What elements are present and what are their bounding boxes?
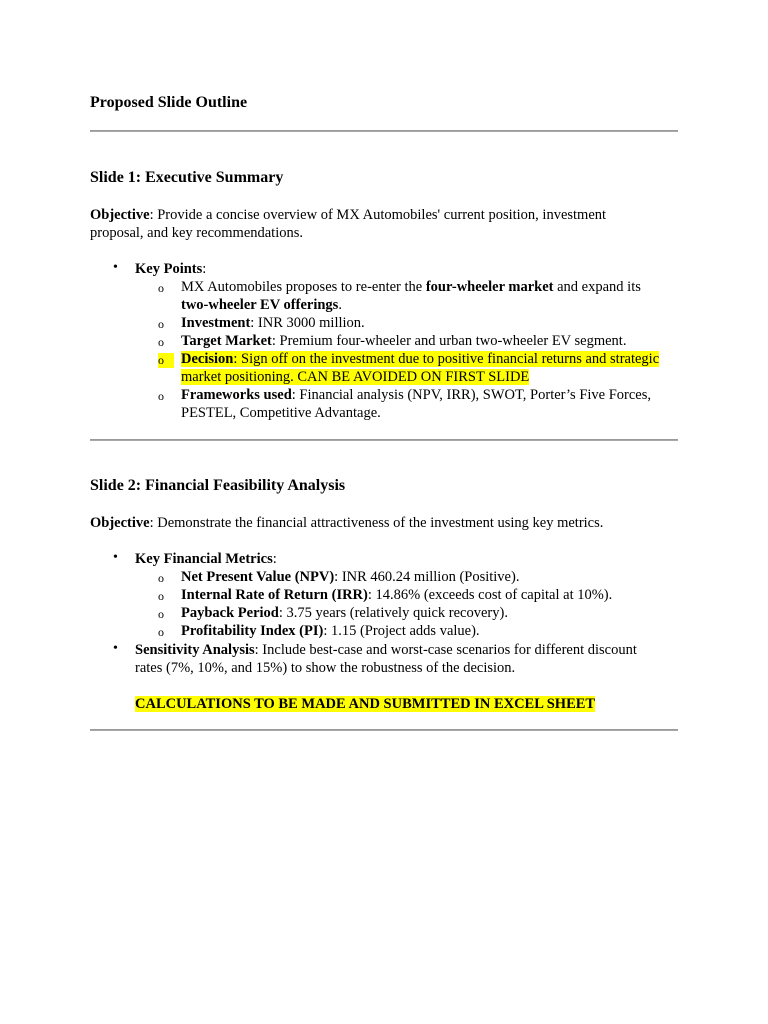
- slide2-heading: Slide 2: Financial Feasibility Analysis: [90, 477, 346, 494]
- sensitivity-item-cont: rates (7%, 10%, and 15%) to show the robustness of the decision.: [135, 660, 516, 676]
- item2-label: Investment: [181, 315, 251, 331]
- keypoint-item-1: [181, 278, 641, 296]
- keypoints-label: Key Points: [135, 261, 203, 277]
- metric-item-npv: [181, 568, 519, 586]
- item1-text-e: .: [338, 297, 342, 313]
- metrics-label: Key Financial Metrics: [135, 551, 273, 567]
- bullet-glyph: •: [113, 260, 118, 275]
- metrics-colon: :: [272, 551, 277, 567]
- pi-text: : 1.15 (Project adds value).: [323, 623, 480, 639]
- divider: [90, 729, 678, 731]
- excel-callout: [135, 695, 595, 713]
- item1-bold-b: four-wheeler market: [425, 279, 554, 295]
- objective-text: : Demonstrate the financial attractiveness of the investment using key metrics.: [149, 515, 604, 531]
- irr-text: : 14.86% (exceeds cost of capital at 10%).: [367, 587, 613, 603]
- sub-bullet-glyph: o: [158, 281, 164, 295]
- sub-bullet-glyph: o: [158, 607, 164, 621]
- objective-text: : Provide a concise overview of MX Automobiles' current position, investment: [149, 207, 607, 223]
- payback-label: Payback Period: [181, 605, 279, 621]
- sub-bullet-glyph: o: [158, 353, 174, 368]
- sensitivity-label: Sensitivity Analysis: [135, 642, 255, 658]
- keypoint-item-5-cont: PESTEL, Competitive Advantage.: [181, 405, 381, 421]
- item4-text: : Sign off on the investment due to positive financial returns and strategic: [233, 351, 660, 367]
- npv-label: Net Present Value (NPV): [181, 569, 335, 585]
- sensitivity-text: : Include best-case and worst-case scenarios for different discount: [254, 642, 637, 658]
- objective-label: Objective: [90, 207, 150, 223]
- sub-bullet-glyph: o: [158, 317, 164, 331]
- payback-text: : 3.75 years (relatively quick recovery).: [278, 605, 508, 621]
- item2-text: : INR 3000 million.: [250, 315, 365, 331]
- item1-bold-d: two-wheeler EV offerings: [181, 297, 339, 313]
- item4-label: Decision: [181, 351, 234, 367]
- bullet-glyph: •: [113, 641, 118, 656]
- item4-highlight: [181, 351, 659, 367]
- pi-label: Profitability Index (PI): [181, 623, 324, 639]
- sub-bullet-glyph: o: [158, 389, 164, 403]
- keypoints-colon: :: [202, 261, 207, 277]
- slide1-heading: Slide 1: Executive Summary: [90, 169, 284, 186]
- sensitivity-item: [135, 641, 637, 659]
- slide2-objective: [90, 514, 603, 532]
- item1-text-c: and expand its: [553, 279, 641, 295]
- sub-bullet-glyph: o: [158, 625, 164, 639]
- irr-label: Internal Rate of Return (IRR): [181, 587, 368, 603]
- slide1-objective: [90, 206, 606, 224]
- metric-item-pi: [181, 622, 480, 640]
- metrics-heading: [135, 550, 277, 568]
- page-title: Proposed Slide Outline: [90, 94, 248, 111]
- keypoint-item-4-cont: [181, 368, 529, 386]
- divider: [90, 439, 678, 441]
- slide1-objective-cont: proposal, and key recommendations.: [90, 225, 304, 241]
- divider: [90, 130, 678, 132]
- keypoint-item-3: [181, 332, 626, 350]
- objective-label: Objective: [90, 515, 150, 531]
- metric-item-payback: [181, 604, 508, 622]
- sub-bullet-glyph: o: [158, 589, 164, 603]
- callout-text: CALCULATIONS TO BE MADE AND SUBMITTED IN EXCEL SHEET: [135, 696, 596, 712]
- keypoint-item-5: [181, 386, 651, 404]
- item4-text-cont: market positioning. CAN BE AVOIDED ON FIRST SLIDE: [181, 369, 530, 385]
- sub-bullet-glyph: o: [158, 571, 164, 585]
- item5-text: : Financial analysis (NPV, IRR), SWOT, Porter’s Five Forces,: [291, 387, 652, 403]
- keypoint-item-2: [181, 314, 365, 332]
- item3-label: Target Market: [181, 333, 272, 349]
- bullet-glyph: •: [113, 550, 118, 565]
- keypoint-item-4: [181, 350, 659, 368]
- keypoints-heading: [135, 260, 206, 278]
- item1-text-a: MX Automobiles proposes to re-enter the: [181, 279, 426, 295]
- metric-item-irr: [181, 586, 612, 604]
- item3-text: : Premium four-wheeler and urban two-wheeler EV segment.: [271, 333, 627, 349]
- keypoint-item-1-cont: [181, 296, 342, 314]
- sub-bullet-glyph: o: [158, 335, 164, 349]
- npv-text: : INR 460.24 million (Positive).: [334, 569, 520, 585]
- item5-label: Frameworks used: [181, 387, 292, 403]
